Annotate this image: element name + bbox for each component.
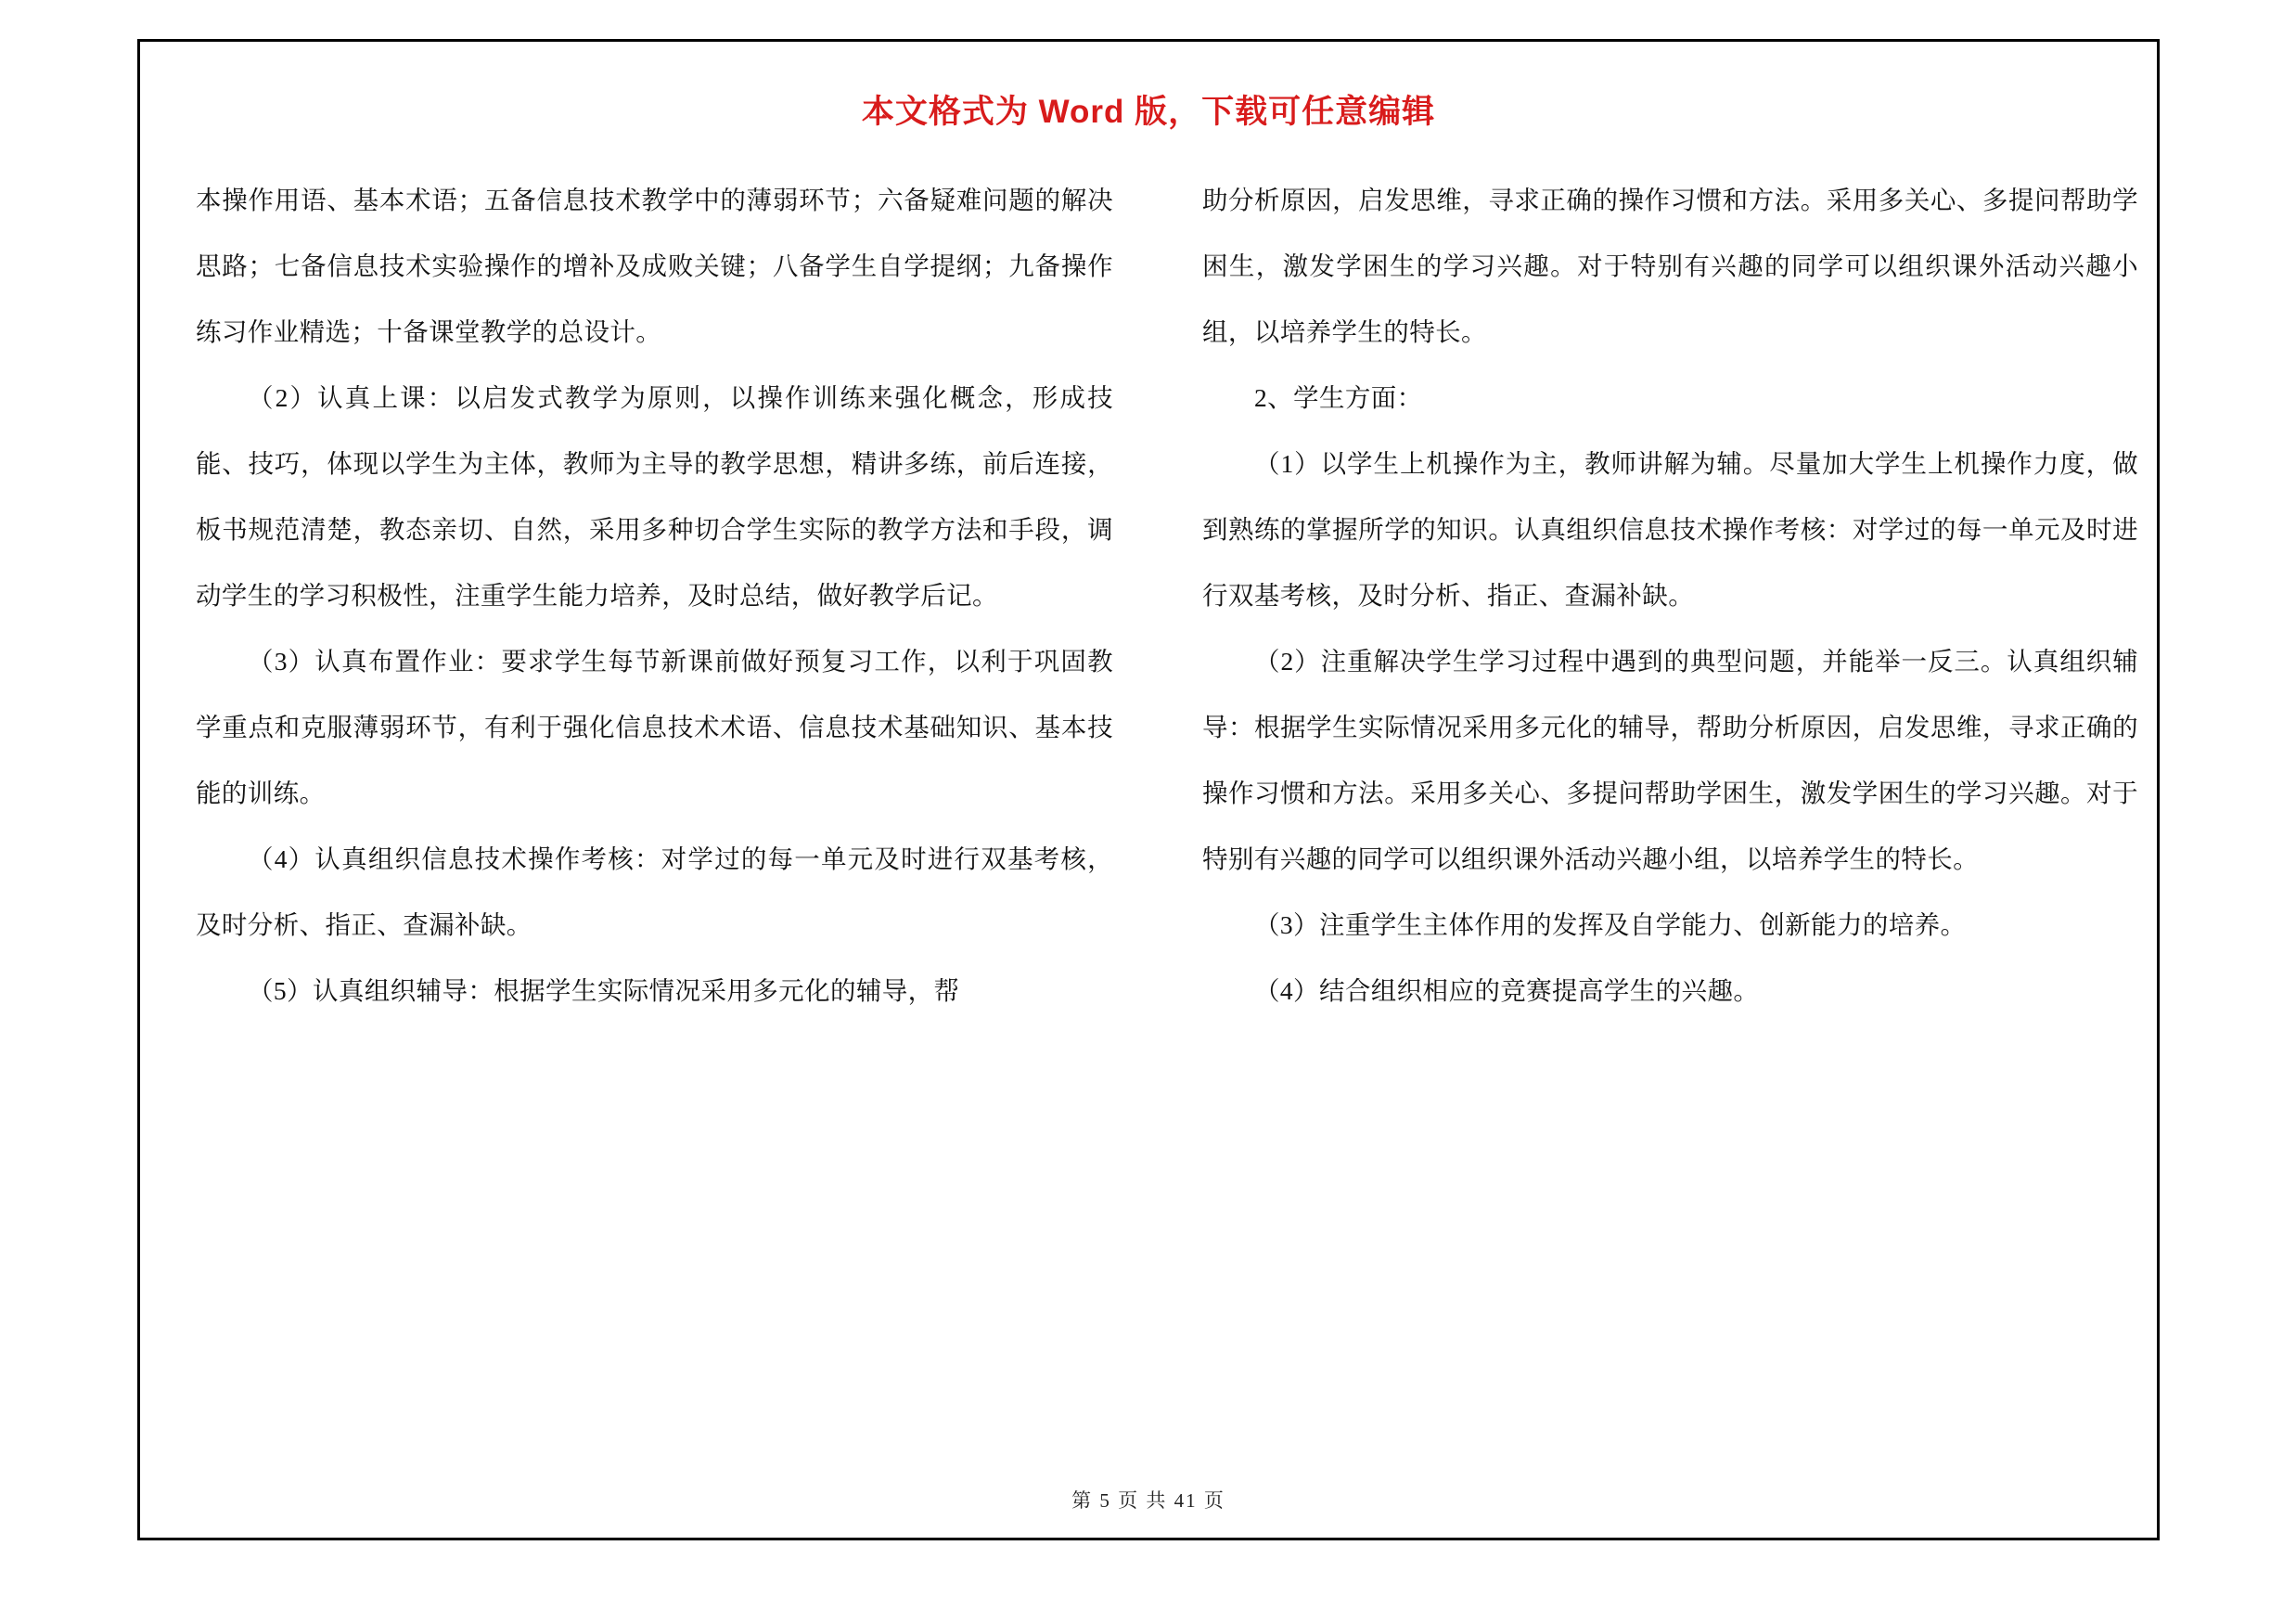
document-page <box>137 39 2160 1540</box>
paragraph: （5）认真组织辅导：根据学生实际情况采用多元化的辅导，帮 <box>248 976 960 1005</box>
left-column <box>140 167 1148 1024</box>
paragraph: （4）结合组织相应的竞赛提高学生的兴趣。 <box>1254 976 1760 1005</box>
paragraph: 本操作用语、基本术语；五备信息技术教学中的薄弱环节；六备疑难问题的解决思路；七备信息技术实验操作的增补及成败关键；八备学生自学提纲；九备操作练习作业精选；十备课堂教学的总设计。 <box>196 186 1113 346</box>
paragraph: 助分析原因，启发思维，寻求正确的操作习惯和方法。采用多关心、多提问帮助学困生，激发学困生的学习兴趣。对于特别有兴趣的同学可以组织课外活动兴趣小组，以培养学生的特长。 <box>1202 186 2138 346</box>
page-number-footer: 第 5 页 共 41 页 <box>1071 1489 1225 1512</box>
paragraph: （1）以学生上机操作为主，教师讲解为辅。尽量加大学生上机操作力度，做到熟练的掌握所学的知识。认真组织信息技术操作考核：对学过的每一单元及时进行双基考核，及时分析、指正、查漏补缺。 <box>1202 449 2138 610</box>
paragraph: （3）注重学生主体作用的发挥及自学能力、创新能力的培养。 <box>1254 910 1967 939</box>
paragraph: （4）认真组织信息技术操作考核：对学过的每一单元及时进行双基考核，及时分析、指正、查漏补缺。 <box>196 844 1113 939</box>
paragraph: （2）认真上课：以启发式教学为原则，以操作训练来强化概念，形成技能、技巧，体现以学生为主体，教师为主导的教学思想，精讲多练，前后连接，板书规范清楚，教态亲切、自然，采用多种切合学生实际的教学方法和手段，调动学生的学习积极性，注重学生能力培养，及时总结，做好教学后记。 <box>196 383 1113 610</box>
right-column <box>1148 167 2157 1024</box>
paragraph: （3）认真布置作业：要求学生每节新课前做好预复习工作，以利于巩固教学重点和克服薄弱环节，有利于强化信息技术术语、信息技术基础知识、基本技能的训练。 <box>196 647 1113 807</box>
two-column-body <box>140 167 2157 1024</box>
paragraph: 2、学生方面： <box>1254 383 1423 412</box>
word-version-banner: 本文格式为 Word 版，下载可任意编辑 <box>861 94 1436 130</box>
paragraph: （2）注重解决学生学习过程中遇到的典型问题，并能举一反三。认真组织辅导：根据学生实际情况采用多元化的辅导，帮助分析原因，启发思维，寻求正确的操作习惯和方法。采用多关心、多提问帮助学困生，激发学困生的学习兴趣。对于特别有兴趣的同学可以组织课外活动兴趣小组，以培养学生的特长。 <box>1202 647 2138 873</box>
page-inner <box>140 42 2157 1538</box>
